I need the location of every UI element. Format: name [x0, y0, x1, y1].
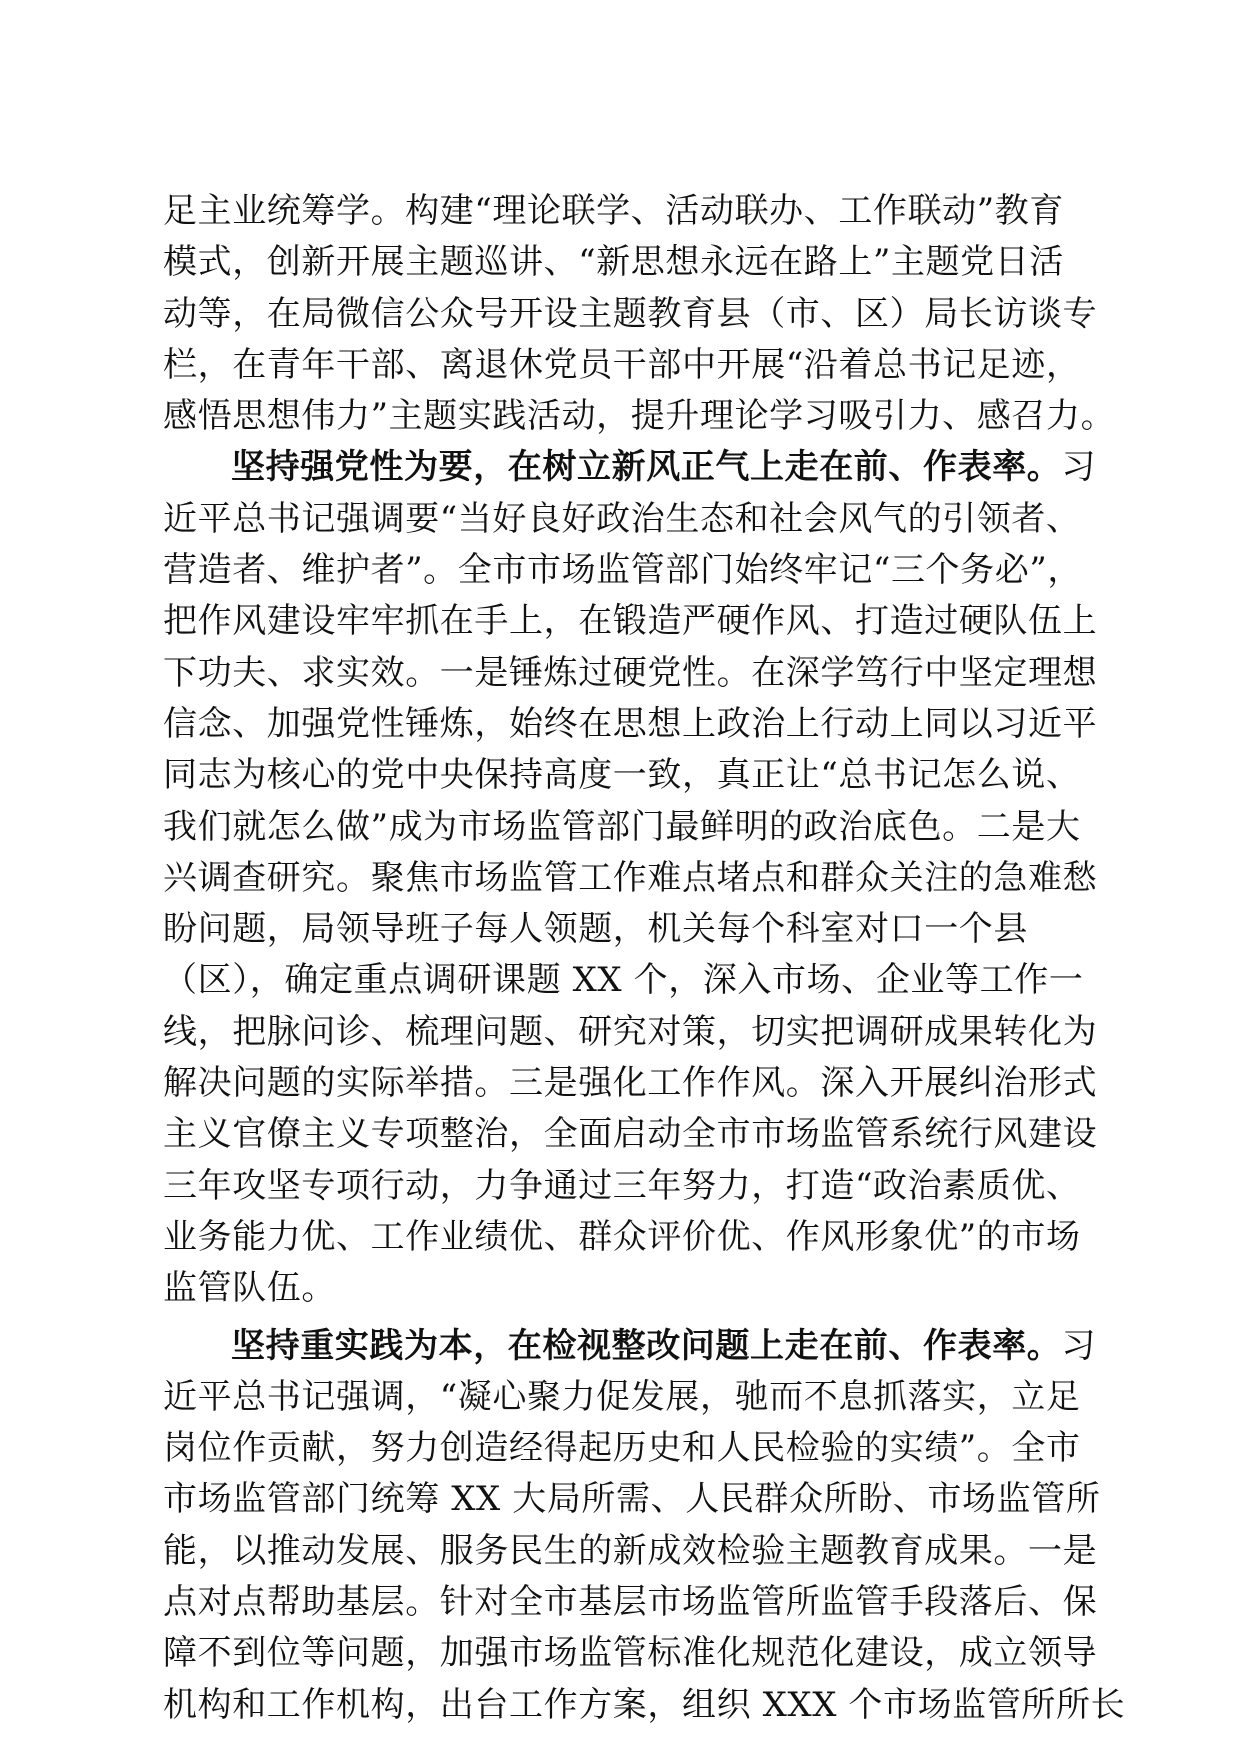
- paragraph-heading: 坚持强党性为要，在树立新风正气上走在前、作表率。: [231, 447, 1062, 488]
- text-line: 监管队伍。: [163, 1268, 336, 1309]
- text-line: 同志为核心的党中央保持高度一致，真正让“总书记怎么说、: [163, 755, 1081, 796]
- text-line: 盼问题，局领导班子每人领题，机关每个科室对口一个县: [163, 909, 1028, 950]
- paragraph-heading: 坚持重实践为本，在检视整改问题上走在前、作表率。: [231, 1325, 1062, 1366]
- text-line: 机构和工作机构，出台工作方案，组织 XXX 个市场监管所所长: [163, 1684, 1126, 1725]
- text-line: 栏，在青年干部、离退休党员干部中开展“沿着总书记足迹，: [163, 344, 1081, 385]
- text-line: 岗位作贡献，努力创造经得起历史和人民检验的实绩”。全市: [163, 1428, 1081, 1469]
- text-line: 障不到位等问题，加强市场监管标准化规范化建设，成立领导: [163, 1633, 1098, 1674]
- text-line: 主义官僚主义专项整治，全面启动全市市场监管系统行风建设: [163, 1114, 1098, 1155]
- text-line: 足主业统筹学。构建“理论联学、活动联办、工作联动”教育: [163, 191, 1064, 231]
- text-line: 市场监管部门统筹 XX 大局所需、人民群众所盼、市场监管所: [163, 1479, 1101, 1520]
- paragraph-1: [163, 186, 1116, 442]
- text-line: 模式，创新开展主题巡讲、“新思想永远在路上”主题党日活: [163, 242, 1064, 283]
- text-line: 近平总书记强调，“凝心聚力促发展，驰而不息抓落实，立足: [163, 1376, 1081, 1417]
- text-line: 能，以推动发展、服务民生的新成效检验主题教育成果。一是: [163, 1530, 1098, 1571]
- text-line: 营造者、维护者”。全市市场监管部门始终牢记“三个务必”，: [163, 550, 1082, 591]
- paragraph-3: [163, 1321, 1126, 1731]
- text-line: 近平总书记强调要“当好良好政治生态和社会风气的引领者、: [163, 498, 1081, 539]
- text-line: 线，把脉问诊、梳理问题、研究对策，切实把调研成果转化为: [163, 1011, 1098, 1052]
- text-line: 点对点帮助基层。针对全市基层市场监管所监管手段落后、保: [163, 1582, 1098, 1623]
- paragraph-2: [163, 442, 1098, 1314]
- text-line: 感悟思想伟力”主题实践活动，提升理论学习吸引力、感召力。: [163, 396, 1116, 437]
- text-line: 下功夫、求实效。一是锤炼过硬党性。在深学笃行中坚定理想: [163, 652, 1098, 693]
- document-page: [163, 186, 1126, 1731]
- heading-tail-text: 习: [1061, 447, 1097, 488]
- text-line: 业务能力优、工作业绩优、群众评价优、作风形象优”的市场: [163, 1216, 1081, 1257]
- text-line: 兴调查研究。聚焦市场监管工作难点堵点和群众关注的急难愁: [163, 857, 1098, 898]
- text-line: 动等，在局微信公众号开设主题教育县（市、区）局长访谈专: [163, 293, 1098, 334]
- heading-tail-text: 习: [1061, 1325, 1097, 1366]
- text-line: 信念、加强党性锤炼，始终在思想上政治上行动上同以习近平: [163, 703, 1098, 744]
- text-line: 解决问题的实际举措。三是强化工作作风。深入开展纠治形式: [163, 1063, 1098, 1104]
- paragraph-heading-line: [163, 1321, 1097, 1372]
- text-line: 我们就怎么做”成为市场监管部门最鲜明的政治底色。二是大: [163, 806, 1081, 847]
- paragraph-heading-line: [163, 442, 1097, 493]
- text-line: （区），确定重点调研课题 XX 个，深入市场、企业等工作一: [163, 960, 1084, 1001]
- text-line: 三年攻坚专项行动，力争通过三年努力，打造“政治素质优、: [163, 1165, 1081, 1206]
- text-line: 把作风建设牢牢抓在手上，在锻造严硬作风、打造过硬队伍上: [163, 601, 1098, 642]
